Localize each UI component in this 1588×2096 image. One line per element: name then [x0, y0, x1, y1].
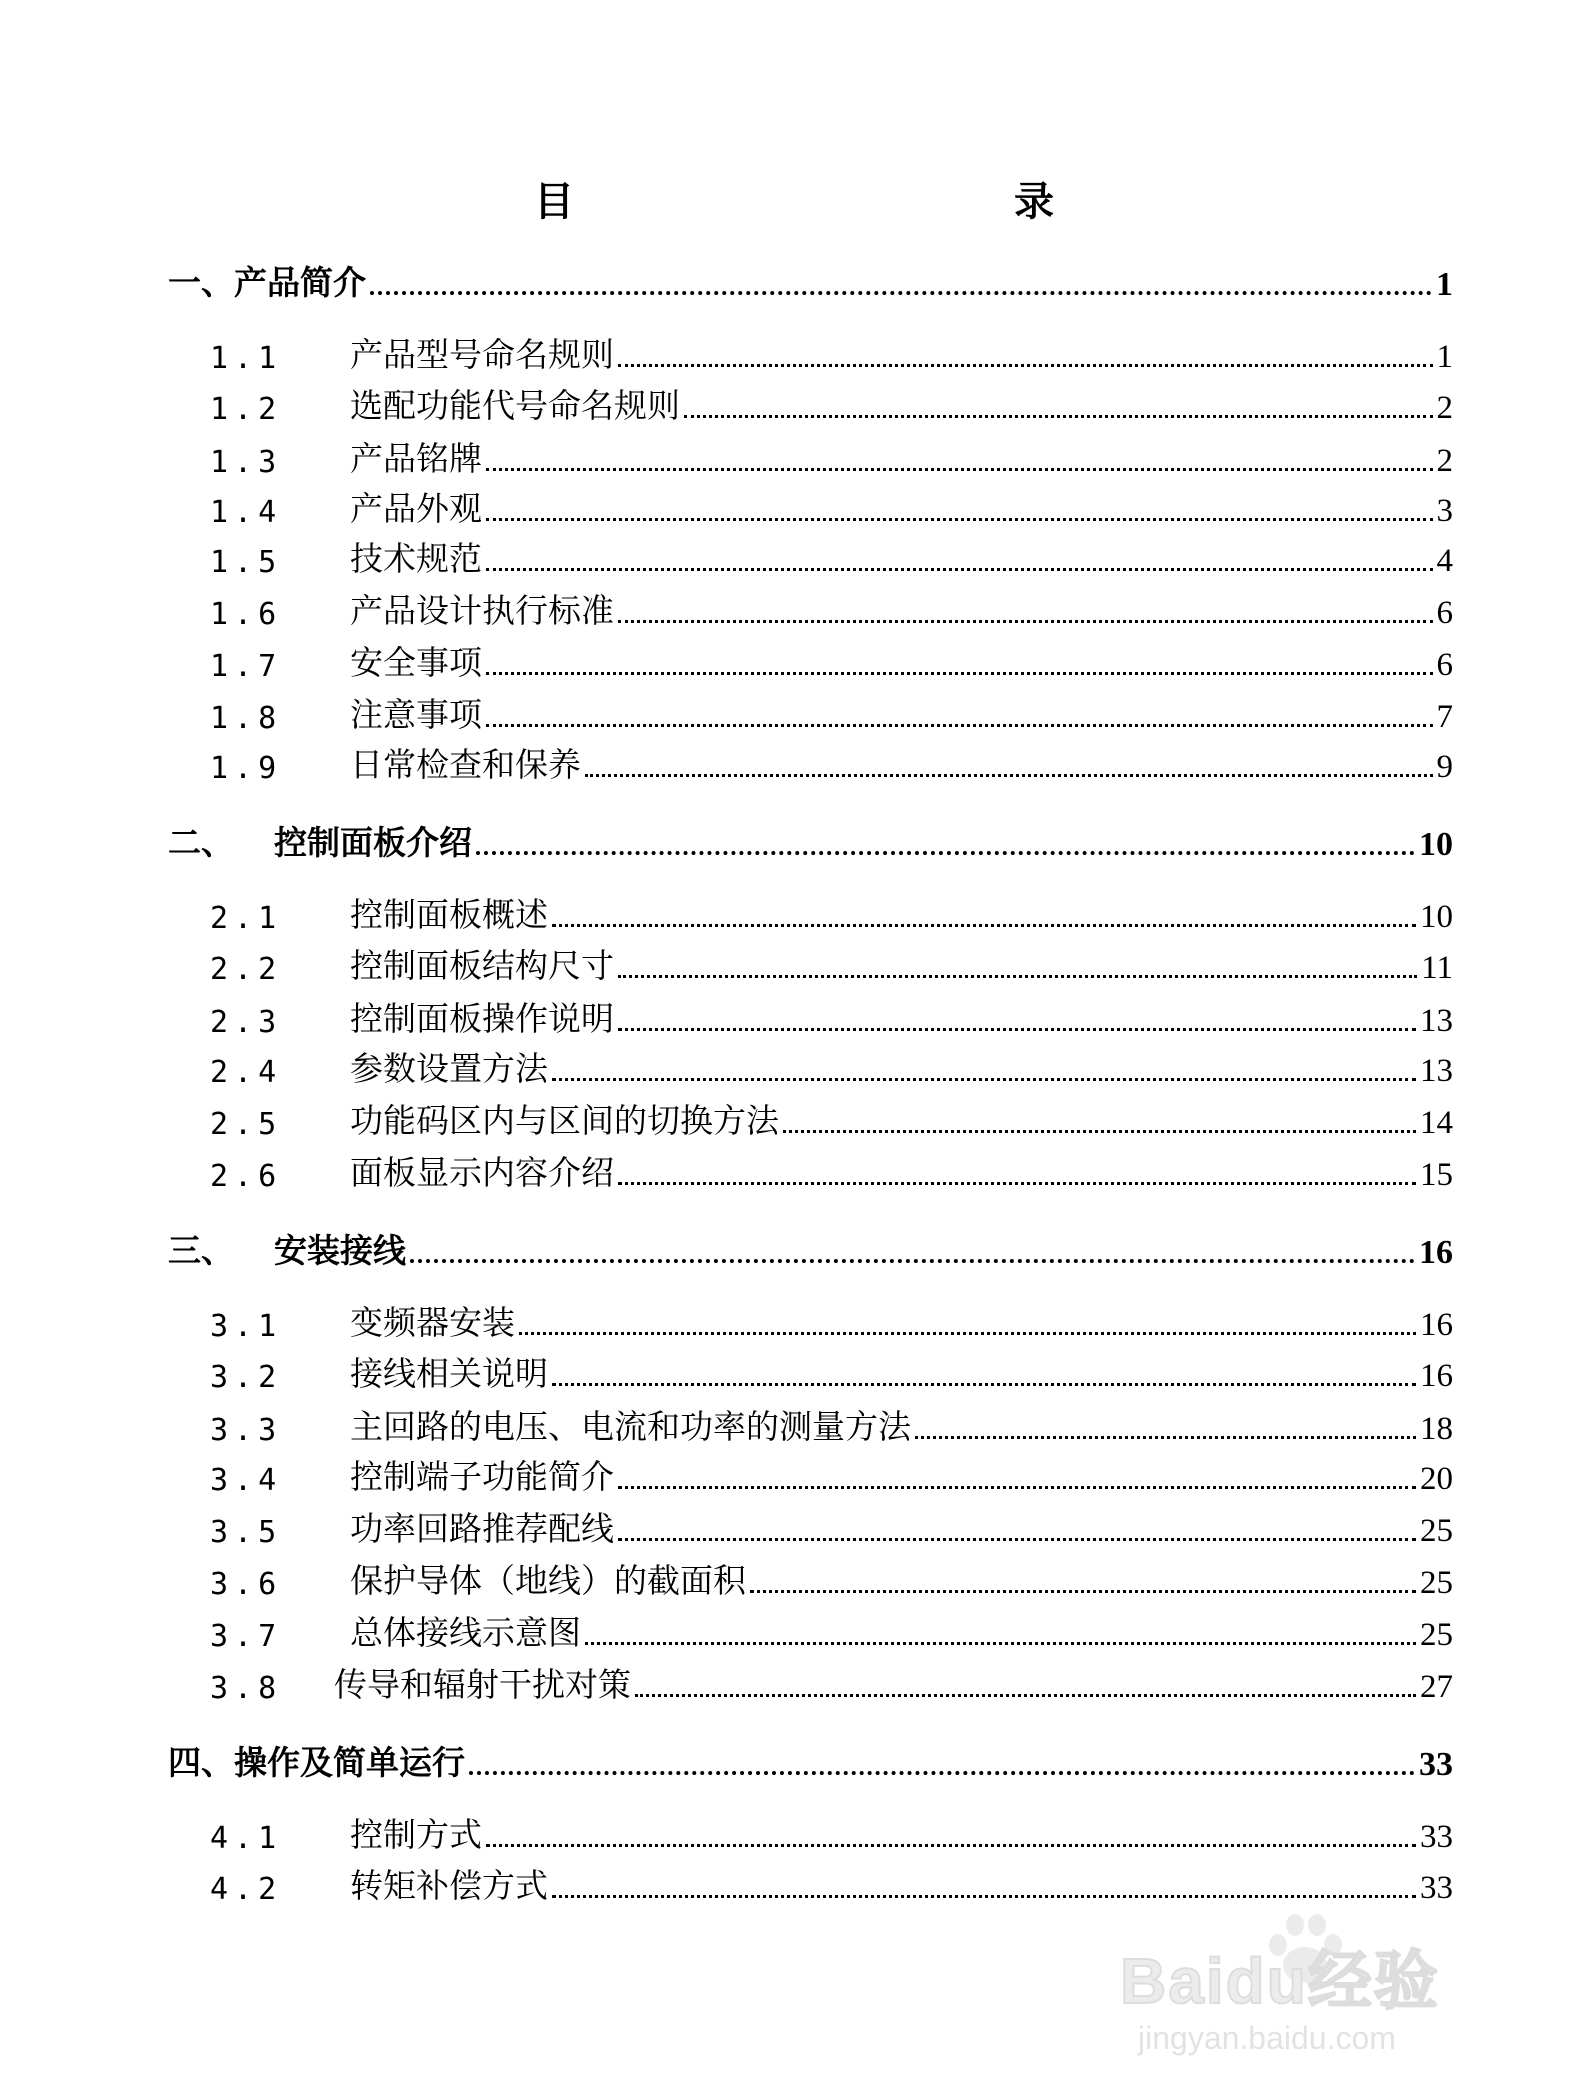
toc-title: 目 录	[534, 179, 1174, 225]
toc-page-number: 18	[1420, 1411, 1453, 1447]
toc-entry-title: 产品型号命名规则	[350, 335, 614, 374]
toc-chapter-entry[interactable]	[168, 1740, 1453, 1784]
toc-dot-leader	[618, 1486, 1416, 1489]
toc-page-number: 3	[1436, 493, 1453, 529]
toc-entry-number: 1.5	[210, 545, 283, 580]
toc-chapter-entry[interactable]	[168, 820, 1453, 864]
toc-chapter-entry[interactable]	[168, 1228, 1453, 1272]
toc-dot-leader	[486, 1844, 1416, 1847]
toc-dot-leader	[585, 1642, 1416, 1645]
toc-page-number: 6	[1436, 595, 1453, 631]
toc-dot-leader	[486, 568, 1433, 571]
toc-entry-title: 产品简介	[234, 263, 366, 302]
toc-section-entry[interactable]	[168, 436, 1453, 480]
toc-page-number: 10	[1420, 899, 1453, 935]
toc-page-number: 16	[1420, 1307, 1453, 1343]
toc-page-number: 16	[1420, 1358, 1453, 1394]
toc-entry-title: 控制端子功能简介	[350, 1457, 614, 1496]
toc-page-number: 33	[1420, 1870, 1453, 1906]
toc-dot-leader	[750, 1590, 1416, 1593]
toc-section-entry[interactable]	[168, 1098, 1453, 1142]
toc-dot-leader	[370, 291, 1432, 295]
toc-entry-title: 安全事项	[350, 643, 482, 682]
toc-dot-leader	[618, 1028, 1416, 1031]
toc-entry-number: 3.2	[210, 1360, 283, 1395]
toc-section-entry[interactable]	[168, 1046, 1453, 1090]
toc-page-number: 6	[1436, 647, 1453, 683]
toc-page-number: 15	[1420, 1157, 1453, 1193]
toc-entry-title: 控制面板结构尺寸	[350, 946, 614, 985]
toc-entry-title: 变频器安装	[350, 1303, 515, 1342]
toc-page-number: 25	[1420, 1617, 1453, 1653]
toc-entry-number: 四、	[168, 1743, 234, 1782]
toc-page-number: 16	[1419, 1234, 1453, 1271]
toc-entry-number: 2.1	[210, 901, 283, 936]
toc-dot-leader	[783, 1130, 1416, 1133]
toc-page-number: 13	[1420, 1003, 1453, 1039]
toc-entry-title: 功率回路推荐配线	[350, 1509, 614, 1548]
toc-page-number: 14	[1420, 1105, 1453, 1141]
toc-entry-title: 参数设置方法	[350, 1049, 548, 1088]
toc-entry-number: 1.3	[210, 445, 283, 480]
toc-dot-leader	[486, 468, 1433, 471]
toc-entry-number: 3.7	[210, 1619, 283, 1654]
toc-section-entry[interactable]	[168, 1454, 1453, 1498]
toc-page-number: 1	[1436, 266, 1453, 303]
toc-dot-leader	[519, 1332, 1416, 1335]
toc-entry-title: 产品外观	[350, 489, 482, 528]
toc-entry-title: 日常检查和保养	[350, 745, 581, 784]
toc-entry-title: 主回路的电压、电流和功率的测量方法	[350, 1407, 911, 1446]
toc-entry-title: 转矩补偿方式	[350, 1866, 548, 1905]
toc-dot-leader	[486, 724, 1433, 727]
toc-page-number: 1	[1436, 339, 1453, 375]
toc-chapter-entry[interactable]	[168, 260, 1453, 304]
toc-entry-title: 传导和辐射干扰对策	[334, 1665, 631, 1704]
toc-section-entry[interactable]	[168, 1863, 1453, 1907]
toc-dot-leader	[486, 672, 1433, 675]
toc-entry-title: 保护导体（地线）的截面积	[350, 1561, 746, 1600]
toc-entry-title: 产品设计执行标准	[350, 591, 614, 630]
toc-entry-number: 三、	[168, 1231, 234, 1270]
toc-dot-leader	[618, 1538, 1416, 1541]
toc-section-entry[interactable]	[168, 536, 1453, 580]
toc-entry-number: 2.3	[210, 1005, 283, 1040]
toc-entry-title: 面板显示内容介绍	[350, 1153, 614, 1192]
toc-dot-leader	[585, 774, 1433, 777]
toc-section-entry[interactable]	[168, 1662, 1453, 1706]
toc-section-entry[interactable]	[168, 588, 1453, 632]
toc-entry-number: 3.8	[210, 1671, 283, 1706]
toc-dot-leader	[635, 1694, 1416, 1697]
toc-entry-number: 3.6	[210, 1567, 283, 1602]
toc-entry-number: 3.1	[210, 1309, 283, 1344]
toc-entry-number: 1.4	[210, 495, 283, 530]
toc-page-number: 2	[1436, 443, 1453, 479]
toc-section-entry[interactable]	[168, 1610, 1453, 1654]
toc-entry-number: 二、	[168, 823, 234, 862]
toc-page-number: 33	[1420, 1819, 1453, 1855]
toc-dot-leader	[618, 364, 1433, 367]
toc-section-entry[interactable]	[168, 383, 1453, 427]
toc-dot-leader	[552, 1078, 1416, 1081]
toc-section-entry[interactable]	[168, 742, 1453, 786]
toc-entry-number: 3.3	[210, 1413, 283, 1448]
toc-section-entry[interactable]	[168, 1150, 1453, 1194]
toc-section-entry[interactable]	[168, 486, 1453, 530]
toc-page-number: 9	[1436, 749, 1453, 785]
toc-dot-leader	[469, 1771, 1415, 1775]
toc-entry-number: 2.5	[210, 1107, 283, 1142]
toc-entry-number: 4.1	[210, 1821, 283, 1856]
toc-section-entry[interactable]	[168, 1300, 1453, 1344]
toc-entry-title: 功能码区内与区间的切换方法	[350, 1101, 779, 1140]
toc-section-entry[interactable]	[168, 892, 1453, 936]
toc-dot-leader	[552, 924, 1416, 927]
toc-dot-leader	[552, 1895, 1416, 1898]
toc-entry-number: 1.8	[210, 701, 283, 736]
toc-section-entry[interactable]	[168, 1506, 1453, 1550]
toc-entry-title: 总体接线示意图	[350, 1613, 581, 1652]
toc-entry-number: 2.4	[210, 1055, 283, 1090]
toc-dot-leader	[684, 415, 1433, 418]
toc-page-number: 2	[1436, 390, 1453, 426]
toc-section-entry[interactable]	[168, 996, 1453, 1040]
toc-entry-number: 4.2	[210, 1872, 283, 1907]
toc-entry-number: 1.6	[210, 597, 283, 632]
toc-entry-number: 1.7	[210, 649, 283, 684]
toc-page-number: 7	[1436, 699, 1453, 735]
watermark-url: jingyan.baidu.com	[1138, 2020, 1396, 2056]
toc-page-number: 20	[1420, 1461, 1453, 1497]
toc-dot-leader	[552, 1383, 1416, 1386]
toc-entry-number: 2.6	[210, 1159, 283, 1194]
toc-section-entry[interactable]	[168, 1812, 1453, 1856]
toc-entry-number: 1.1	[210, 341, 283, 376]
toc-entry-title: 控制面板介绍	[274, 823, 472, 862]
toc-section-entry[interactable]	[168, 1558, 1453, 1602]
toc-section-entry[interactable]	[168, 640, 1453, 684]
toc-page-number: 10	[1419, 826, 1453, 863]
toc-dot-leader	[618, 975, 1417, 978]
toc-section-entry[interactable]	[168, 1404, 1453, 1448]
toc-dot-leader	[410, 1259, 1415, 1263]
baidu-jingyan-watermark	[1100, 1910, 1500, 2060]
toc-entry-title: 控制面板概述	[350, 895, 548, 934]
toc-page-number: 25	[1420, 1565, 1453, 1601]
toc-dot-leader	[618, 1182, 1416, 1185]
toc-entry-title: 操作及简单运行	[234, 1743, 465, 1782]
toc-dot-leader	[486, 518, 1433, 521]
toc-entry-title: 选配功能代号命名规则	[350, 386, 680, 425]
toc-dot-leader	[915, 1436, 1416, 1439]
toc-entry-title: 注意事项	[350, 695, 482, 734]
toc-entry-title: 技术规范	[350, 539, 482, 578]
toc-section-entry[interactable]	[168, 1351, 1453, 1395]
toc-entry-number: 一、	[168, 263, 234, 302]
toc-section-entry[interactable]	[168, 332, 1453, 376]
toc-page-number: 25	[1420, 1513, 1453, 1549]
toc-page-number: 4	[1436, 543, 1453, 579]
toc-page-number: 33	[1419, 1746, 1453, 1783]
toc-section-entry[interactable]	[168, 943, 1453, 987]
toc-entry-title: 控制方式	[350, 1815, 482, 1854]
toc-entry-number: 1.2	[210, 392, 283, 427]
toc-dot-leader	[618, 620, 1433, 623]
toc-page-number: 11	[1421, 950, 1453, 986]
toc-page-number: 27	[1420, 1669, 1453, 1705]
toc-entry-number: 1.9	[210, 751, 283, 786]
toc-dot-leader	[476, 851, 1415, 855]
toc-entry-number: 3.5	[210, 1515, 283, 1550]
toc-section-entry[interactable]	[168, 692, 1453, 736]
toc-entry-number: 2.2	[210, 952, 283, 987]
toc-entry-title: 接线相关说明	[350, 1354, 548, 1393]
toc-page-number: 13	[1420, 1053, 1453, 1089]
toc-entry-title: 控制面板操作说明	[350, 999, 614, 1038]
toc-entry-title: 安装接线	[274, 1231, 406, 1270]
toc-entry-title: 产品铭牌	[350, 439, 482, 478]
toc-entry-number: 3.4	[210, 1463, 283, 1498]
watermark-brand: Baidu经验	[1120, 1945, 1440, 2017]
